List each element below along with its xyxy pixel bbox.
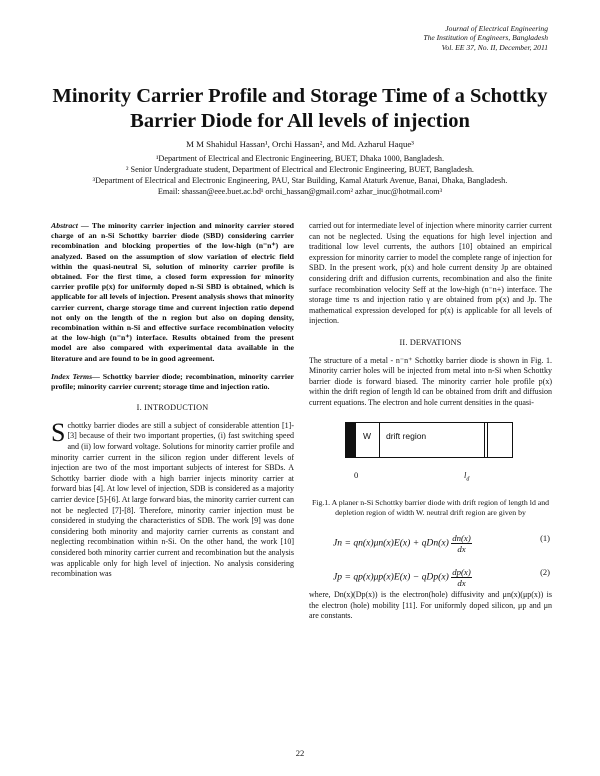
equation-2-numerator: dp(x) <box>452 566 471 577</box>
equation-1-body <box>333 533 472 554</box>
email-line: Email: shassan@eee.buet.ac.bd¹ orchi_hassan@gmail.com² azhar_inuc@hotmail.com³ <box>157 187 443 196</box>
left-column <box>51 221 294 580</box>
diode-structure-box <box>345 422 513 458</box>
equation-2 <box>309 560 552 586</box>
right-column <box>309 221 552 622</box>
drift-length-symbol: l <box>464 469 467 480</box>
equation-2-number: (2) <box>540 566 550 577</box>
drop-cap: S <box>51 417 66 447</box>
equation-2-lhs: Jp = qp(x)μp(x)E(x) − qDp(x) <box>333 571 449 583</box>
index-terms-label: Index Terms— <box>51 371 100 381</box>
drift-length-label <box>464 470 469 485</box>
journal-volume: Vol. EE 37, No. II, December, 2011 <box>441 42 548 52</box>
introduction-text: chottky barrier diodes are still a subject of considerable attention [1]-[3] because of their two important properties, (i) fast switching speed and (ii) low forward voltage. Solutions for minority carrier profile and minority carrier current in the silicon region under different levels of injection are two of the most important subjects of interest for SBDs. A Schottky barrier diode with a high barrier injects minority carrier at forward bias [4]. At low level of injection, SDB is considered as a majority carrier device [5]-[6]. At large forward bias, the minority carrier current can not be neglected [7]-[8]. Therefore, minority carrier injection must be considered in studying the characteristics of SDB. The work [9] was done considering both minority and majority carrier currents as constant and neglecting recombination within n-Si. On the other hand, the work [10] considered both minority carrier current and recombination but the analysis was applicable only for high level of injection. No analysis considering recombination was <box>51 420 294 579</box>
equation-1-number: (1) <box>540 532 550 543</box>
author-list: M M Shahidul Hassan¹, Orchi Hassan², and Md. Azharul Haque³ <box>186 139 414 149</box>
n-plus-boundary <box>484 423 488 457</box>
equation-1-denominator: dx <box>457 543 466 554</box>
abstract-label: Abstract — <box>51 221 89 230</box>
section-heading-derivations: II. DERVATIONS <box>399 337 462 347</box>
equation-1-fraction <box>451 533 472 554</box>
affiliation-1: ¹Department of Electrical and Electronic Engineering, BUET, Dhaka 1000, Bangladesh. <box>155 154 445 163</box>
affiliation-3: ³Department of Electrical and Electronic Engineering, PAU, Star Building, Kamal Ataturk Avenue, Banai, Dhaka, Bangladesh. <box>92 176 508 185</box>
equation-1 <box>309 526 552 552</box>
figure-1-caption: Fig.1. A planer n-Si Schottky barrier diode with drift region of length ld and depletion region of width W. neutral drift region are given by <box>311 497 550 517</box>
abstract-text: The minority carrier injection and minority carrier stored charge of an n-Si Schottky barrier diode (SBD) considering carrier recombination and blocking properties of the low-high (n⁻n⁺) are analyzed. Based on the assumption of slow variation of electric field within the quasi-neutral Si, solution of minority carrier profile is obtained. For the first time, a closed form expression for minority carrier profile p(x) for uniformly doped n-Si SBD is obtained, which is applicable for all levels of injection. Present analysis shows that minority carrier current, charge storage time and current injection ratio depend not only on the length of the n region but also on doping density, recombination within n-Si and effective surface recombination velocity at the low-high (n⁻n⁺) interface. Results obtained from the present model are also compared with experimental data available in the literature and are found to be in good agreement. <box>51 221 295 363</box>
abstract <box>51 221 294 364</box>
section-heading-introduction: I. INTRODUCTION <box>136 403 209 413</box>
paper-title: Minority Carrier Profile and Storage Time of a Schottky Barrier Diode for All levels of injection <box>52 85 548 132</box>
index-terms-text: Schottky barrier diode; recombination, minority carrier profile; minority carrier current; storage time and injection ratio. <box>51 371 294 392</box>
depletion-width-label: W <box>363 430 372 441</box>
journal-publisher: The Institution of Engineers, Bangladesh <box>423 33 548 43</box>
journal-name: Journal of Electrical Engineering <box>445 24 548 33</box>
equation-2-fraction <box>451 567 472 588</box>
affiliation-2: ² Senior Undergraduate student, Department of Electrical and Electronic Engineering, BUET, Bangladesh. <box>126 165 474 174</box>
drift-length-subscript: d <box>466 476 470 483</box>
equation-1-lhs: Jn = qn(x)μn(x)E(x) + qDn(x) <box>333 537 449 549</box>
affiliations <box>30 153 570 197</box>
derivations-text: The structure of a metal - n⁻n⁺ Schottky barrier diode is shown in Fig. 1. Minority carrier holes will be injected from metal into n-Si when Schottky barrier diode is forward biased. The minority carrier hole profile p(x) within the drift region of length ld can be obtained from drift and diffusion current equations. The electron and hole current densities in the quasi- <box>309 355 552 407</box>
journal-header <box>423 24 548 52</box>
equation-1-numerator: dn(x) <box>452 532 471 543</box>
metal-contact <box>346 423 356 457</box>
origin-label: 0 <box>354 469 359 480</box>
index-terms <box>51 372 294 392</box>
introduction-paragraph <box>51 417 294 580</box>
post-equation-text: where, Dn(x)(Dp(x)) is the electron(hole) diffusivity and μn(x)(μp(x)) is the electron (hole) mobility [11]. For uniformly doped silicon, μp and μn are constants. <box>309 589 552 621</box>
figure-1-diagram <box>309 416 552 494</box>
page-number: 22 <box>295 748 305 758</box>
intro-continuation: carried out for intermediate level of injection where minority carrier current can not be neglected. Using the equations for high level injection and traditional low level currents, the authors [10] obtained an empirical expression for minority carrier to model the complete range of injection for SBD. In the present work, p(x) and hole current density Jp are obtained considering drift and diffusion currents, recombination and also the finite surface recombination velocity Seff at the low-high (n⁻n+) interface. The storage time τs and injection ratio γ are obtained from p(x) and Jp. The mathematical expression developed for p(x) is applicable for all levels of injection. <box>309 221 552 326</box>
equation-2-body <box>333 567 472 588</box>
depletion-boundary <box>379 423 380 457</box>
drift-region-label: drift region <box>386 430 427 441</box>
equation-2-denominator: dx <box>457 577 466 588</box>
